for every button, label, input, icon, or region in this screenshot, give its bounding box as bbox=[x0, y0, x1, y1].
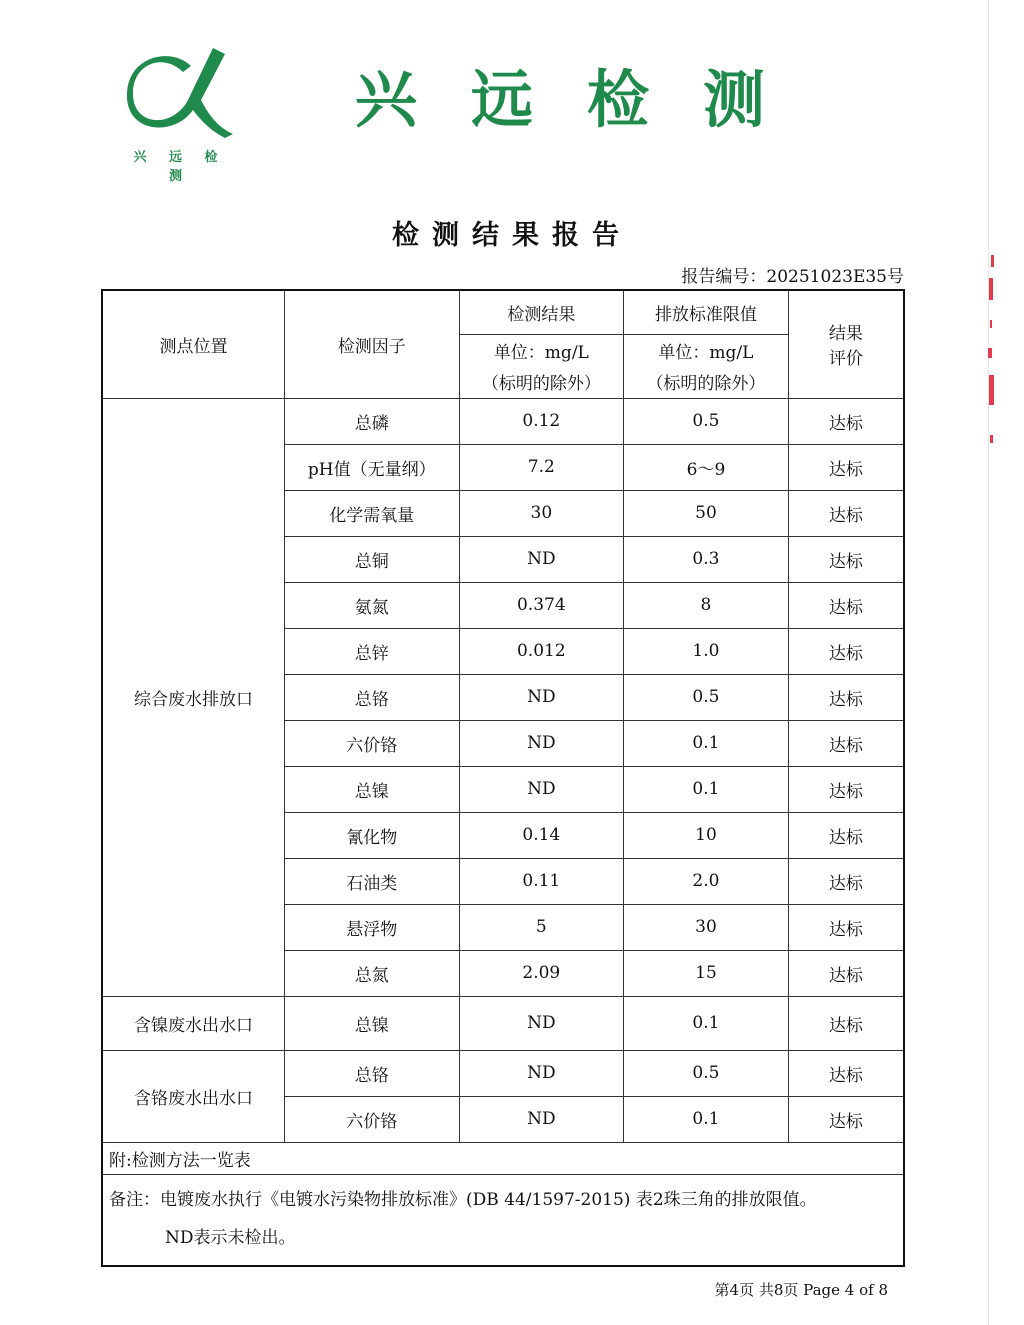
header-limit: 排放标准限值 bbox=[624, 290, 789, 334]
limit-cell: 0.5 bbox=[624, 1050, 789, 1096]
limit-cell: 0.1 bbox=[624, 1096, 789, 1142]
point-cell: 含铬废水出水口 bbox=[102, 1050, 284, 1142]
brand-char: 测 bbox=[702, 63, 765, 136]
eval-cell: 达标 bbox=[788, 950, 904, 996]
limit-cell: 1.0 bbox=[624, 628, 789, 674]
eval-cell: 达标 bbox=[788, 536, 904, 582]
brand-char: 检 bbox=[586, 63, 649, 136]
factor-cell: 总磷 bbox=[284, 398, 459, 444]
scan-edge-line bbox=[988, 0, 989, 1325]
eval-cell: 达标 bbox=[788, 1050, 904, 1096]
limit-cell: 0.3 bbox=[624, 536, 789, 582]
eval-cell: 达标 bbox=[788, 858, 904, 904]
limit-cell: 8 bbox=[624, 582, 789, 628]
result-cell: 0.12 bbox=[459, 398, 624, 444]
remark-cell bbox=[102, 1174, 904, 1266]
point-cell: 综合废水排放口 bbox=[102, 398, 284, 996]
result-cell: 0.012 bbox=[459, 628, 624, 674]
factor-cell: pH值（无量纲） bbox=[284, 444, 459, 490]
nd-note: ND表示未检出。 bbox=[165, 1227, 296, 1248]
header-point: 测点位置 bbox=[102, 290, 284, 398]
table-header-row bbox=[102, 290, 904, 334]
factor-cell: 石油类 bbox=[284, 858, 459, 904]
eval-cell: 达标 bbox=[788, 812, 904, 858]
eval-cell: 达标 bbox=[788, 1096, 904, 1142]
header-unit-limit: 单位：mg/L bbox=[624, 334, 789, 366]
factor-cell: 总镍 bbox=[284, 996, 459, 1050]
eval-cell: 达标 bbox=[788, 582, 904, 628]
remark-text: 备注：电镀废水执行《电镀水污染物排放标准》(DB 44/1597-2015) 表2珠三角的排放限值。 bbox=[109, 1189, 817, 1210]
result-cell: 5 bbox=[459, 904, 624, 950]
remark-row bbox=[102, 1174, 904, 1266]
results-table bbox=[101, 289, 905, 1267]
table-row bbox=[102, 1050, 904, 1096]
result-cell: ND bbox=[459, 996, 624, 1050]
limit-cell: 50 bbox=[624, 490, 789, 536]
logo-caption: 兴 远 检 测 bbox=[133, 150, 227, 184]
factor-cell: 总铬 bbox=[284, 674, 459, 720]
appendix-row bbox=[102, 1142, 904, 1174]
factor-cell: 总铬 bbox=[284, 1050, 459, 1096]
result-cell: ND bbox=[459, 536, 624, 582]
limit-cell: 0.1 bbox=[624, 766, 789, 812]
result-cell: ND bbox=[459, 766, 624, 812]
brand-name bbox=[355, 62, 765, 138]
company-logo bbox=[125, 42, 235, 184]
seal-stamp-icon bbox=[983, 250, 997, 450]
result-cell: 0.11 bbox=[459, 858, 624, 904]
table-row bbox=[102, 996, 904, 1050]
result-cell: ND bbox=[459, 674, 624, 720]
eval-cell: 达标 bbox=[788, 996, 904, 1050]
eval-cell: 达标 bbox=[788, 398, 904, 444]
limit-cell: 15 bbox=[624, 950, 789, 996]
eval-cell: 达标 bbox=[788, 444, 904, 490]
factor-cell: 总锌 bbox=[284, 628, 459, 674]
limit-cell: 0.1 bbox=[624, 996, 789, 1050]
factor-cell: 化学需氧量 bbox=[284, 490, 459, 536]
eval-cell: 达标 bbox=[788, 674, 904, 720]
limit-cell: 10 bbox=[624, 812, 789, 858]
eval-cell: 达标 bbox=[788, 766, 904, 812]
report-title: 检测结果报告 bbox=[392, 220, 632, 251]
result-cell: 2.09 bbox=[459, 950, 624, 996]
table-row bbox=[102, 398, 904, 444]
factor-cell: 氨氮 bbox=[284, 582, 459, 628]
factor-cell: 氰化物 bbox=[284, 812, 459, 858]
result-cell: ND bbox=[459, 1096, 624, 1142]
limit-cell: 30 bbox=[624, 904, 789, 950]
eval-cell: 达标 bbox=[788, 904, 904, 950]
result-cell: 0.374 bbox=[459, 582, 624, 628]
report-number: 报告编号：20251023E35号 bbox=[681, 267, 904, 287]
logo-icon bbox=[125, 42, 235, 142]
result-cell: ND bbox=[459, 720, 624, 766]
header-result: 检测结果 bbox=[459, 290, 624, 334]
header-eval bbox=[788, 290, 904, 398]
factor-cell: 六价铬 bbox=[284, 1096, 459, 1142]
factor-cell: 六价铬 bbox=[284, 720, 459, 766]
eval-cell: 达标 bbox=[788, 628, 904, 674]
header-unit-result: 单位：mg/L bbox=[459, 334, 624, 366]
result-cell: 7.2 bbox=[459, 444, 624, 490]
factor-cell: 总氮 bbox=[284, 950, 459, 996]
limit-cell: 0.5 bbox=[624, 674, 789, 720]
brand-char: 远 bbox=[470, 63, 533, 136]
header-eval-line2: 评价 bbox=[828, 349, 863, 370]
header-note-result: （标明的除外） bbox=[459, 366, 624, 398]
header-factor: 检测因子 bbox=[284, 290, 459, 398]
limit-cell: 2.0 bbox=[624, 858, 789, 904]
eval-cell: 达标 bbox=[788, 490, 904, 536]
limit-cell: 0.1 bbox=[624, 720, 789, 766]
factor-cell: 总铜 bbox=[284, 536, 459, 582]
result-cell: 0.14 bbox=[459, 812, 624, 858]
point-cell: 含镍废水出水口 bbox=[102, 996, 284, 1050]
header-note-limit: （标明的除外） bbox=[624, 366, 789, 398]
brand-char: 兴 bbox=[355, 63, 418, 136]
appendix-text: 附:检测方法一览表 bbox=[102, 1142, 904, 1174]
limit-cell: 0.5 bbox=[624, 398, 789, 444]
result-cell: ND bbox=[459, 1050, 624, 1096]
header-eval-line1: 结果 bbox=[828, 324, 863, 345]
factor-cell: 悬浮物 bbox=[284, 904, 459, 950]
result-cell: 30 bbox=[459, 490, 624, 536]
limit-cell: 6～9 bbox=[624, 444, 789, 490]
eval-cell: 达标 bbox=[788, 720, 904, 766]
page-footer: 第4页 共8页 Page 4 of 8 bbox=[714, 1281, 888, 1299]
factor-cell: 总镍 bbox=[284, 766, 459, 812]
